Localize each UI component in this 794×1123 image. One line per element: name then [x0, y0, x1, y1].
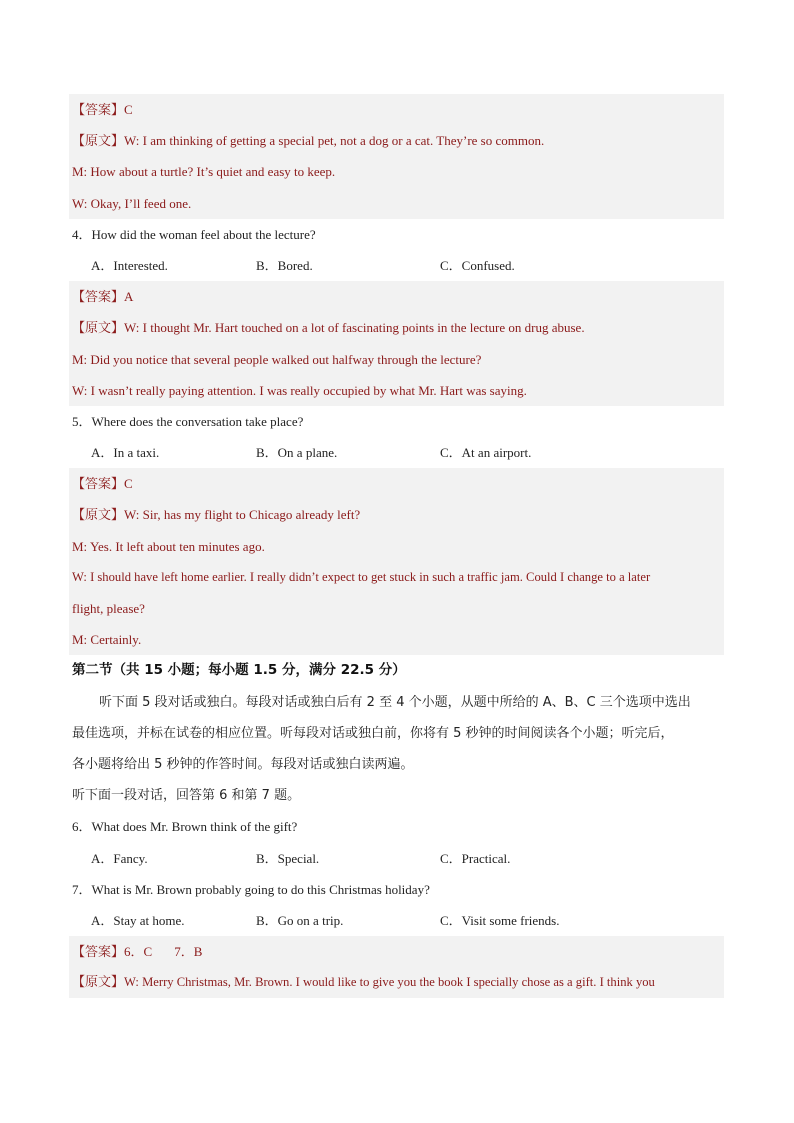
answer-line [69, 468, 724, 499]
answer-value: C [124, 476, 133, 492]
transcript-tag: 【原文】 [72, 134, 125, 150]
transcript-line: W: I wasn’t really paying attention. I was really occupied by what Mr. Hart was saying. [72, 382, 527, 398]
transcript-line [69, 499, 724, 530]
transcript-line [69, 312, 724, 343]
option-b: B．Bored. [256, 257, 313, 273]
question-6: 6．What does Mr. Brown think of the gift? [72, 819, 298, 835]
answer-block-3 [69, 94, 724, 219]
answer-block-6-7 [69, 936, 724, 998]
instruction-line: 听下面 5 段对话或独白。每段对话或独白后有 2 至 4 个小题，从题中所给的 A、B、C 三个选项中选出 [99, 694, 691, 710]
transcript-tag: 【原文】 [72, 508, 125, 524]
option-b: B．Go on a trip. [256, 912, 344, 928]
option-c: C．Visit some friends. [440, 912, 560, 928]
instruction-line: 各小题将给出 5 秒钟的作答时间。每段对话或独白读两遍。 [72, 756, 414, 772]
transcript-line: W: Okay, I’ll feed one. [72, 195, 192, 211]
option-a: A．Interested. [91, 257, 168, 273]
answer-tag: 【答案】 [72, 477, 125, 493]
transcript-line [69, 967, 724, 998]
transcript-tag: 【原文】 [72, 321, 125, 337]
answer-line [69, 281, 724, 312]
answer-value-6: 6．C [124, 944, 153, 960]
dialogue-intro: 听下面一段对话，回答第 6 和第 7 题。 [72, 788, 301, 804]
answer-line [69, 936, 724, 967]
transcript-line: M: Yes. It left about ten minutes ago. [72, 538, 265, 554]
answer-tag: 【答案】 [72, 290, 125, 306]
transcript-text: W: I am thinking of getting a special pet, not a dog or a cat. They’re so common. [124, 133, 545, 149]
options-7 [69, 905, 724, 936]
answer-value: A [124, 289, 134, 305]
transcript-tag: 【原文】 [72, 975, 125, 991]
option-a: A．In a taxi. [91, 445, 160, 461]
transcript-line: M: Certainly. [72, 632, 142, 648]
transcript-line [69, 125, 724, 156]
transcript-text: W: Sir, has my flight to Chicago already left? [124, 507, 361, 523]
answer-block-5 [69, 468, 724, 655]
transcript-line: M: Did you notice that several people walked out halfway through the lecture? [72, 351, 482, 367]
question-5: 5．Where does the conversation take place? [72, 413, 304, 429]
options-5 [69, 437, 724, 468]
option-b: B．On a plane. [256, 445, 338, 461]
transcript-line: M: How about a turtle? It’s quiet and easy to keep. [72, 164, 336, 180]
option-c: C．At an airport. [440, 445, 532, 461]
document-page [69, 94, 724, 998]
question-7: 7．What is Mr. Brown probably going to do this Christmas holiday? [72, 881, 430, 897]
option-a: A．Stay at home. [91, 912, 185, 928]
answer-value-7: 7．B [174, 944, 203, 960]
option-c: C．Confused. [440, 257, 515, 273]
options-6 [69, 843, 724, 874]
transcript-line: W: I should have left home earlier. I really didn’t expect to get stuck in such a traffic jam. Could I change to a later [72, 569, 651, 584]
option-c: C．Practical. [440, 850, 511, 866]
answer-line [69, 94, 724, 125]
transcript-line: flight, please? [72, 601, 145, 616]
transcript-text: W: Merry Christmas, Mr. Brown. I would like to give you the book I specially chose as a gift. I think you [124, 975, 655, 990]
answer-block-4 [69, 281, 724, 406]
option-a: A．Fancy. [91, 850, 148, 866]
answer-tag: 【答案】 [72, 103, 125, 118]
option-b: B．Special. [256, 850, 320, 866]
instruction-line: 最佳选项，并标在试卷的相应位置。听每段对话或独白前，你将有 5 秒钟的时间阅读各个小题；听完后， [72, 725, 674, 741]
question-4: 4．How did the woman feel about the lecture? [72, 226, 316, 242]
section-title: 第二节（共 15 小题；每小题 1.5 分，满分 22.5 分） [72, 662, 406, 679]
transcript-text: W: I thought Mr. Hart touched on a lot of fascinating points in the lecture on drug abuse. [124, 320, 585, 336]
answer-tag: 【答案】 [72, 945, 125, 961]
options-4 [69, 250, 724, 281]
answer-value: C [124, 102, 133, 117]
